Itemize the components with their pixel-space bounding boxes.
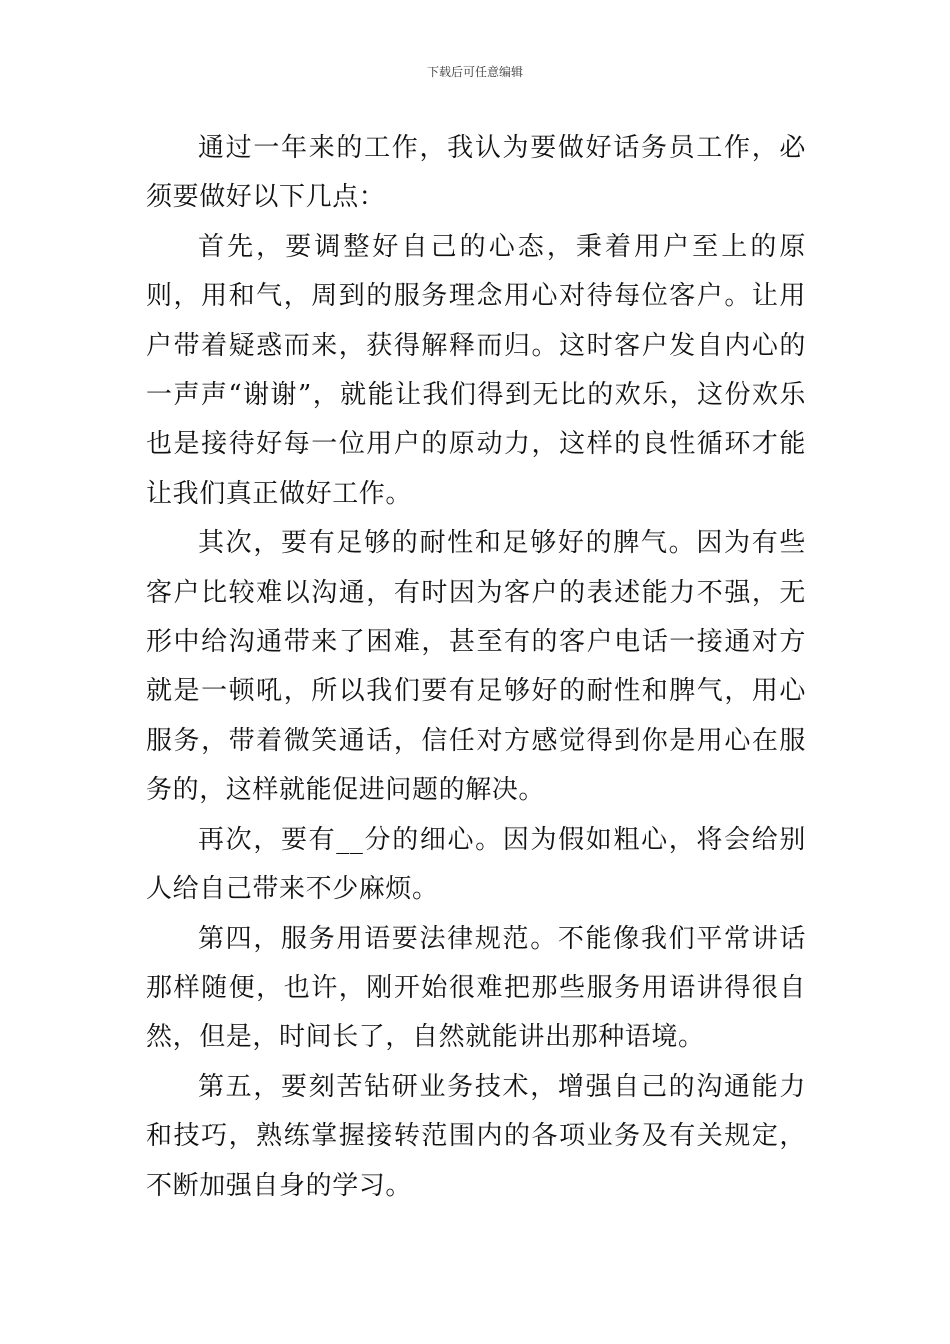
paragraph-second-point: 其次，要有足够的耐性和足够好的脾气。因为有些客户比较难以沟通，有时因为客户的表述能力不强，无形中给沟通带来了困难，甚至有的客户电话一接通对方就是一顿吼，所以我们要有足够好的耐性和脾气，用心服务，带着微笑通话，信任对方感觉得到你是用心在服务的，这样就能促进问题的解决。 [146, 528, 806, 806]
paragraph-fourth-point: 第四，服务用语要法律规范。不能像我们平常讲话那样随便，也许，刚开始很难把那些服务用语讲得很自然，但是，时间长了，自然就能讲出那种语境。 [146, 923, 806, 1053]
page-header [0, 64, 950, 80]
document-body [146, 124, 806, 1211]
header-note: 下载后可任意编辑 [426, 65, 523, 79]
paragraph-intro: 通过一年来的工作，我认为要做好话务员工作，必须要做好以下几点： [146, 133, 806, 213]
paragraph-third-point: 再次，要有__分的细心。因为假如粗心，将会给别人给自己带来不少麻烦。 [146, 824, 806, 905]
paragraph-first-point: 首先，要调整好自己的心态，秉着用户至上的原则，用和气，周到的服务理念用心对待每位客户。让用户带着疑惑而来，获得解释而归。这时客户发自内心的一声声“谢谢”，就能让我们得到无比的欢乐，这份欢乐也是接待好每一位用户的原动力，这样的良性循环才能让我们真正做好工作。 [146, 231, 806, 509]
paragraph-fifth-point: 第五，要刻苦钻研业务技术，增强自己的沟通能力和技巧，熟练掌握接转范围内的各项业务及有关规定，不断加强自身的学习。 [146, 1071, 806, 1201]
